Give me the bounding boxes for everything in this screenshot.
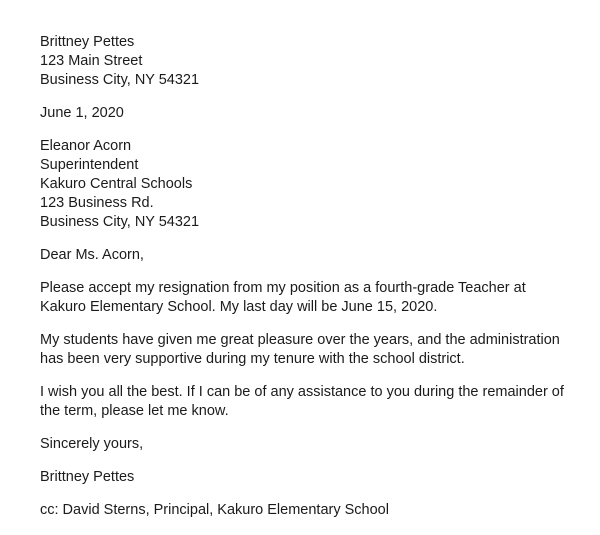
body-paragraph-3 (40, 383, 580, 421)
paragraph-2-line-2: has been very supportive during my tenure with the school district. (40, 351, 465, 367)
recipient-address (40, 137, 580, 232)
recipient-street: 123 Business Rd. (40, 195, 154, 211)
recipient-name: Eleanor Acorn (40, 138, 132, 154)
salutation (40, 246, 580, 265)
sender-address (40, 33, 580, 90)
salutation-text: Dear Ms. Acorn, (40, 247, 144, 263)
paragraph-2-line-1: My students have given me great pleasure over the years, and the administration (40, 332, 560, 348)
recipient-title: Superintendent (40, 157, 139, 173)
cc-text: cc: David Sterns, Principal, Kakuro Elementary School (40, 502, 389, 518)
signature (40, 468, 580, 487)
signature-name: Brittney Pettes (40, 469, 135, 485)
closing (40, 435, 580, 454)
paragraph-1-line-2: Kakuro Elementary School. My last day will be June 15, 2020. (40, 299, 438, 315)
paragraph-3-line-1: I wish you all the best. If I can be of any assistance to you during the remainder of (40, 384, 564, 400)
paragraph-3-line-2: the term, please let me know. (40, 403, 229, 419)
body-paragraph-1 (40, 279, 580, 317)
sender-name: Brittney Pettes (40, 34, 135, 50)
closing-text: Sincerely yours, (40, 436, 144, 452)
resignation-letter (40, 33, 580, 534)
letter-date (40, 104, 580, 123)
body-paragraph-2 (40, 331, 580, 369)
carbon-copy (40, 501, 580, 520)
paragraph-1-line-1: Please accept my resignation from my position as a fourth-grade Teacher at (40, 280, 526, 296)
recipient-organization: Kakuro Central Schools (40, 176, 193, 192)
sender-city: Business City, NY 54321 (40, 72, 200, 88)
recipient-city: Business City, NY 54321 (40, 214, 200, 230)
date-text: June 1, 2020 (40, 105, 124, 121)
sender-street: 123 Main Street (40, 53, 143, 69)
